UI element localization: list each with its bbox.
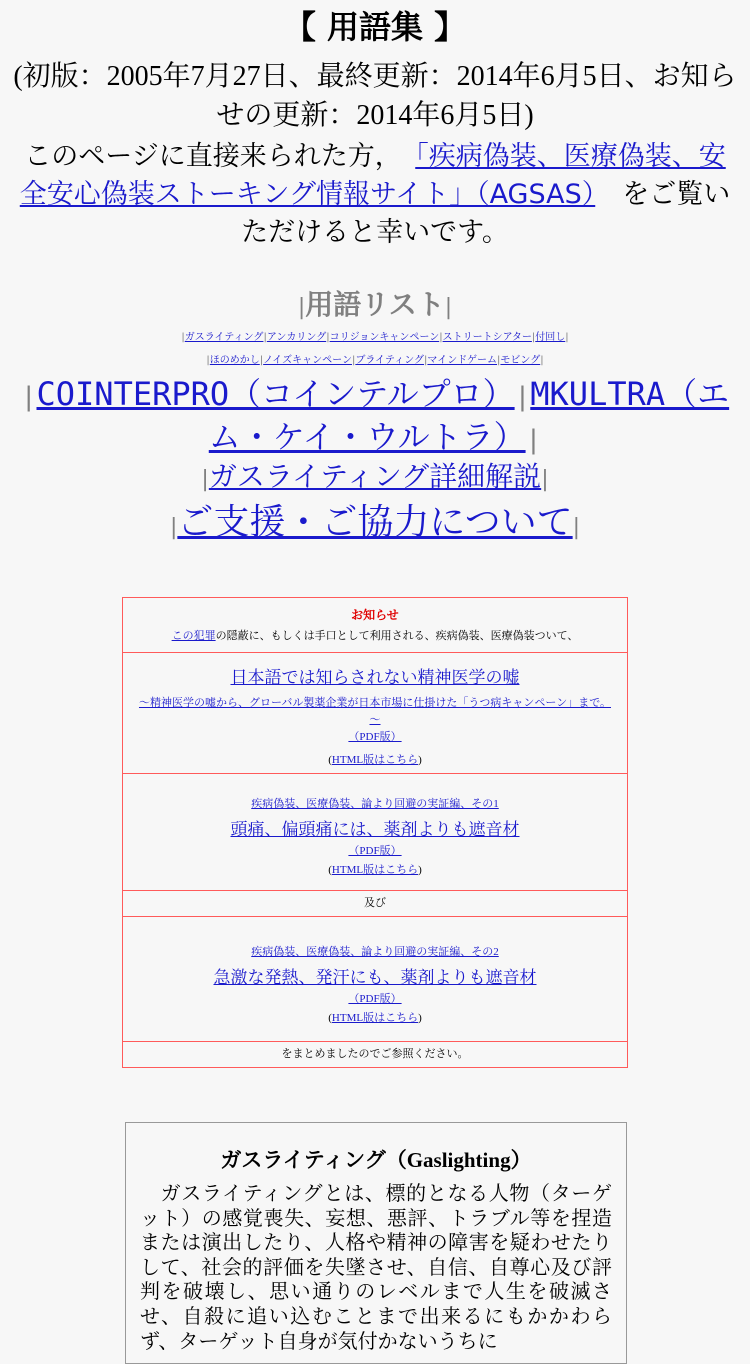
this-crime-link[interactable]: この犯罪: [171, 630, 216, 642]
intro-text-before: このページに直接来られた方，: [24, 141, 416, 172]
notice-and-cell: 及び: [123, 891, 628, 917]
headache-link[interactable]: 頭痛、偏頭痛には、薬剤よりも遮音材: [230, 819, 520, 840]
gaslighting-definition-box: [125, 1122, 627, 1364]
support-link[interactable]: ご支援・ご協力について: [177, 502, 573, 543]
intro-paragraph: [14, 138, 736, 252]
separator: |: [444, 295, 453, 320]
psychiatry-lies-subtitle-link[interactable]: ～精神医学の嘘から、グローバル製薬企業が日本市場に仕掛けた「うつ病キャンペーン」まで。～: [138, 697, 611, 726]
paren-open: (: [328, 863, 332, 876]
gaslighting-definition-text: ガスライティングとは、標的となる人物（ターゲット）の感覚喪失、妄想、悪評、トラブル等を捏造または演出したり、人格や精神の障害を疑わせたりして、社会的評価を失墜させ、自信、自尊心及び評判を破壊し、思い通りのレベルまで人生を破滅させ、自殺に追い込むことまで出来るにもかかわらず、ターゲット自身が気付かないうちに: [140, 1181, 612, 1353]
html-version-link[interactable]: HTML版はこちら: [331, 863, 419, 876]
paren-open: (: [328, 1011, 332, 1024]
term-link-mind-game[interactable]: マインドゲーム: [427, 355, 498, 366]
notice-item-cell: [123, 653, 628, 774]
separator: |: [525, 425, 542, 455]
separator: |: [201, 467, 209, 492]
intro-text-after: をご覧いただけると幸いです。: [241, 179, 731, 248]
gaslighting-heading-jp: ガスライティング: [220, 1148, 386, 1172]
term-link-brighting[interactable]: ブライティング: [355, 355, 425, 366]
term-link-anchoring[interactable]: アンカリング: [266, 332, 327, 343]
paren-close: ): [418, 863, 422, 876]
notice-item-row: [123, 653, 628, 774]
cointelpro-link[interactable]: COINTERPRO（コインテルプロ）: [36, 375, 515, 413]
separator: |: [514, 382, 531, 412]
notice-item-row: [123, 917, 628, 1042]
term-link-noise-campaign[interactable]: ノイズキャンペーン: [263, 355, 352, 366]
term-link-stalking[interactable]: 付回し: [535, 332, 566, 343]
series-1-link[interactable]: 疾病偽装、医療偽装、論より回避の実証編、その1: [251, 797, 499, 810]
term-row-2: |ほのめかし|ノイズキャンペーン|ブライティング|マインドゲーム|モビング|: [206, 355, 544, 366]
mkultra-link[interactable]: MKULTRA（エム・ケイ・ウルトラ）: [208, 375, 730, 456]
pdf-link[interactable]: （PDF版）: [348, 992, 402, 1005]
separator: |: [541, 467, 549, 492]
fever-link[interactable]: 急激な発熱、発汗にも、薬剤よりも遮音材: [213, 967, 537, 988]
notice-title: お知らせ: [351, 608, 399, 622]
notice-and-row: [123, 891, 628, 917]
support-row: [0, 500, 750, 551]
notice-intro: [137, 628, 613, 645]
notice-header-row: [123, 598, 628, 653]
gaslighting-heading-en: （Gaslighting）: [385, 1148, 532, 1172]
term-link-hinting[interactable]: ほのめかし: [209, 355, 260, 366]
psychiatry-lies-link[interactable]: 日本語では知らされない精神医学の嘘: [230, 668, 520, 688]
program-links: [20, 374, 730, 460]
pdf-link[interactable]: （PDF版）: [348, 731, 402, 743]
notice-header-cell: [123, 598, 628, 653]
term-link-collision-campaign[interactable]: コリジョンキャンペーン: [329, 332, 440, 343]
html-version-link[interactable]: HTML版はこちら: [331, 754, 419, 766]
update-dates: (初版：2005年7月27日、最終更新：2014年6月5日、お知らせの更新：2014年6月5日): [13, 61, 737, 131]
gaslighting-detail-row: [0, 458, 750, 499]
paren-close: ): [418, 754, 422, 766]
paren-close: ): [418, 1011, 422, 1024]
term-list-heading: [0, 286, 750, 327]
html-version-link[interactable]: HTML版はこちら: [331, 1011, 419, 1024]
notice-item-cell: [123, 917, 628, 1042]
pdf-link[interactable]: （PDF版）: [348, 844, 402, 857]
notice-item-row: [123, 774, 628, 891]
term-link-mobbing[interactable]: モビング: [500, 355, 541, 366]
separator: |: [169, 515, 178, 540]
term-link-gaslighting[interactable]: ガスライティング: [184, 332, 264, 343]
notice-footer-cell: をまとめましたのでご参照ください。: [123, 1042, 628, 1068]
gaslighting-detail-link[interactable]: ガスライティング詳細解説: [208, 460, 542, 493]
notice-intro-text: の隠蔽に、もしくは手口として利用される、疾病偽装、医療偽装ついて、: [215, 630, 579, 642]
notice-item-cell: [123, 774, 628, 891]
notice-table: [122, 597, 628, 1068]
term-list-title: 用語リスト: [305, 288, 445, 321]
term-row-1: |ガスライティング|アンカリング|コリジョンキャンペーン|ストリートシアター|付回し|: [181, 332, 569, 343]
agsas-link[interactable]: 「疾病偽装、医療偽装、安全安心偽装ストーキング情報サイト」（AGSAS）: [19, 141, 726, 210]
paren-open: (: [328, 754, 332, 766]
separator: |: [297, 295, 306, 320]
separator: |: [20, 382, 37, 412]
page-title: 【 用語集 】: [283, 8, 467, 46]
gaslighting-heading: [126, 1147, 626, 1173]
series-2-link[interactable]: 疾病偽装、医療偽装、論より回避の実証編、その2: [251, 945, 499, 958]
separator: |: [572, 515, 581, 540]
term-link-street-theater[interactable]: ストリートシアター: [442, 332, 532, 343]
notice-footer-row: [123, 1042, 628, 1068]
